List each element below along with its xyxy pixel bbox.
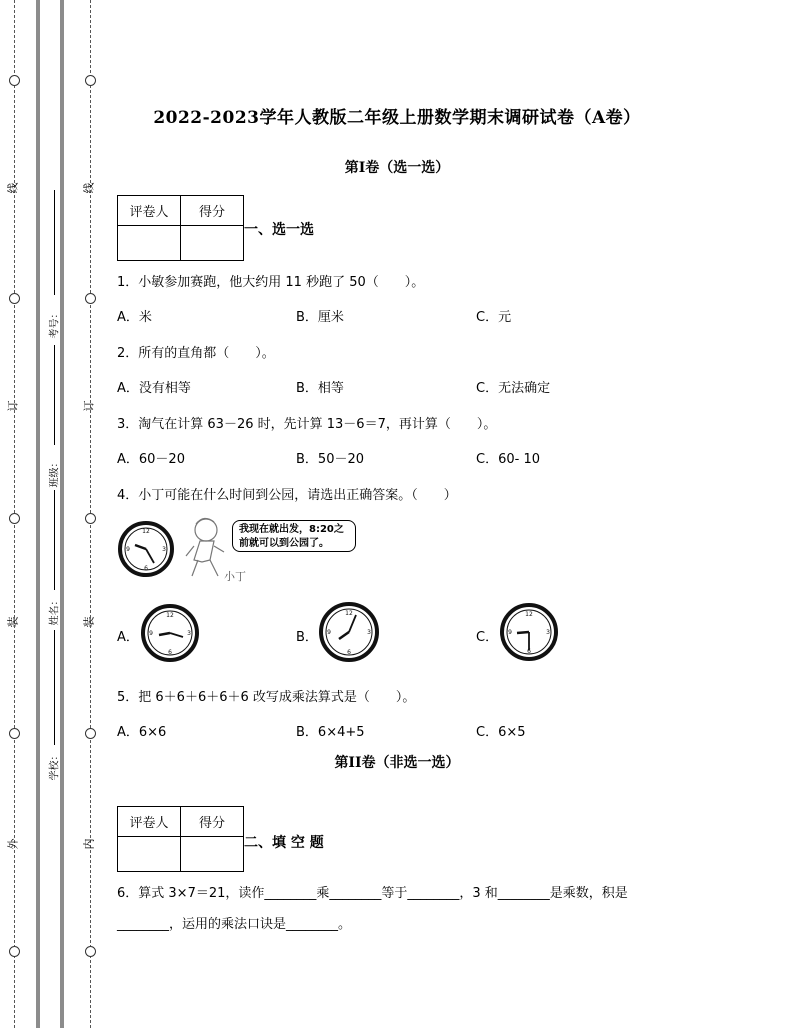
- school-label: 学校：: [49, 750, 61, 781]
- binding-hole: [9, 293, 20, 304]
- binding-label: 订: [6, 400, 20, 412]
- svg-text:6: 6: [527, 648, 531, 655]
- binding-hole: [9, 728, 20, 739]
- svg-text:3: 3: [187, 630, 191, 637]
- character-name: 小丁: [224, 570, 246, 583]
- binding-hole: [9, 513, 20, 524]
- svg-text:12: 12: [525, 611, 533, 618]
- q2-option-b[interactable]: B．相等: [296, 381, 344, 396]
- q5-option-b[interactable]: B．6×4+5: [296, 725, 365, 740]
- q3-option-a[interactable]: A．60－20: [117, 452, 185, 467]
- q5-option-c[interactable]: C．6×5: [476, 725, 526, 740]
- clock-a-icon[interactable]: [140, 603, 200, 663]
- question-1: 1．小敏参加赛跑，他大约用 11 秒跑了 50（ ）。: [117, 275, 425, 290]
- clock-c-icon[interactable]: [499, 602, 559, 662]
- school-line[interactable]: [54, 630, 55, 745]
- binding-label: 内: [82, 838, 96, 850]
- svg-text:9: 9: [149, 630, 153, 637]
- svg-text:12: 12: [345, 610, 353, 617]
- binding-label: 装: [82, 616, 96, 628]
- q1-option-a[interactable]: A．米: [117, 310, 152, 325]
- q1-option-c[interactable]: C．元: [476, 310, 512, 325]
- class-line[interactable]: [54, 345, 55, 445]
- speech-line: 我现在就出发，8:20之: [239, 524, 344, 535]
- question-5: 5．把 6＋6＋6＋6＋6 改写成乘法算式是（ ）。: [117, 690, 416, 705]
- svg-text:12: 12: [166, 612, 174, 619]
- name-label: 姓名：: [49, 595, 61, 626]
- score-table: [117, 195, 244, 261]
- reviewer-header: 评卷人: [118, 807, 181, 837]
- wall-clock-icon: [117, 520, 175, 578]
- binding-label: 订: [82, 400, 96, 412]
- score-cell[interactable]: [181, 226, 244, 261]
- binding-label: 线: [6, 182, 20, 194]
- question-2: 2．所有的直角都（ ）。: [117, 346, 275, 361]
- q3-option-c[interactable]: C．60- 10: [476, 452, 540, 467]
- reviewer-cell[interactable]: [118, 837, 181, 872]
- section-heading: 一、选一选: [244, 222, 314, 238]
- score-header: 得分: [181, 807, 244, 837]
- binding-hole: [85, 728, 96, 739]
- paper-title: 2022-2023学年人教版二年级上册数学期末调研试卷（A卷）: [153, 108, 641, 128]
- svg-text:9: 9: [126, 546, 130, 553]
- score-header: 得分: [181, 196, 244, 226]
- question-3: 3．淘气在计算 63－26 时，先计算 13－6＝7，再计算（ ）。: [117, 417, 497, 432]
- q3-option-b[interactable]: B．50－20: [296, 452, 365, 467]
- binding-hole: [9, 75, 20, 86]
- part1-title: 第I卷（选一选）: [344, 160, 450, 176]
- binding-hole: [85, 513, 96, 524]
- svg-text:6: 6: [144, 565, 148, 572]
- speech-bubble: [232, 520, 356, 552]
- reviewer-header: 评卷人: [118, 196, 181, 226]
- svg-text:3: 3: [546, 629, 550, 636]
- question-4: 4．小丁可能在什么时间到公园，请选出正确答案。（ ）: [117, 488, 457, 503]
- svg-text:6: 6: [168, 649, 172, 656]
- q4-option-c[interactable]: C．: [476, 630, 499, 645]
- exam-number-label: 考号：: [49, 308, 61, 339]
- q5-option-a[interactable]: A．6×6: [117, 725, 167, 740]
- part2-title: 第II卷（非选一选）: [334, 755, 460, 771]
- class-label: 班级：: [49, 457, 61, 488]
- binding-hole: [9, 946, 20, 957]
- binding-margin-strip: [40, 0, 60, 1028]
- svg-text:3: 3: [162, 546, 166, 553]
- binding-label: 线: [82, 182, 96, 194]
- svg-text:9: 9: [508, 629, 512, 636]
- svg-text:9: 9: [327, 629, 331, 636]
- q1-option-b[interactable]: B．厘米: [296, 310, 344, 325]
- q4-option-a[interactable]: A．: [117, 630, 139, 645]
- binding-label: 外: [6, 838, 20, 850]
- score-cell[interactable]: [181, 837, 244, 872]
- binding-hole: [85, 75, 96, 86]
- speech-line: 前就可以到公园了。: [239, 538, 329, 549]
- score-table: [117, 806, 244, 872]
- q2-option-a[interactable]: A．没有相等: [117, 381, 191, 396]
- binding-hole: [85, 293, 96, 304]
- svg-text:12: 12: [142, 528, 150, 535]
- name-line[interactable]: [54, 490, 55, 590]
- svg-text:3: 3: [367, 629, 371, 636]
- svg-text:6: 6: [347, 649, 351, 656]
- exam-number-line[interactable]: [54, 190, 55, 295]
- question-6-line-2[interactable]: ________，运用的乘法口诀是________。: [117, 917, 352, 932]
- q4-option-b[interactable]: B．: [296, 630, 318, 645]
- binding-hole: [85, 946, 96, 957]
- q2-option-c[interactable]: C．无法确定: [476, 381, 551, 396]
- binding-label: 装: [6, 616, 20, 628]
- clock-b-icon[interactable]: [318, 601, 380, 663]
- question-6-line-1[interactable]: 6．算式 3×7＝21，读作________乘________等于________，3 和________是乘数，积是: [117, 886, 628, 901]
- reviewer-cell[interactable]: [118, 226, 181, 261]
- section-heading: 二、填 空 题: [244, 835, 324, 851]
